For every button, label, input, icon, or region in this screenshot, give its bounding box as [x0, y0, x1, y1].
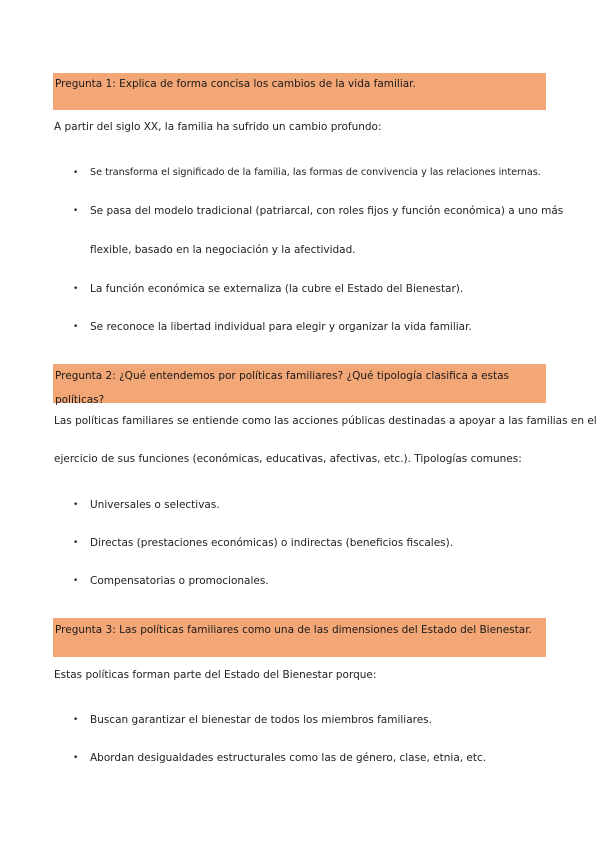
- question-1-intro: A partir del siglo XX, la familia ha sufrido un cambio profundo:: [54, 121, 382, 133]
- bullet-icon: •: [73, 168, 79, 178]
- bullet-icon: •: [73, 206, 79, 216]
- bullet-icon: •: [73, 284, 79, 294]
- question-1-item-4: Se reconoce la libertad individual para elegir y organizar la vida familiar.: [90, 321, 472, 333]
- bullet-icon: •: [73, 538, 79, 548]
- question-1-heading: [53, 73, 546, 110]
- question-2-intro-line-1: [54, 415, 597, 427]
- bullet-icon: •: [73, 715, 79, 725]
- question-2-intro-line-1-text: Las políticas familiares se entiende como las acciones públicas destinadas a apoyar a las familias en el: [54, 415, 597, 427]
- question-3-heading: [53, 618, 546, 657]
- bullet-icon: •: [73, 576, 79, 586]
- bullet-icon: •: [73, 322, 79, 332]
- question-3-heading-text: Pregunta 3: Las políticas familiares como una de las dimensiones del Estado del Bienestar.: [55, 624, 532, 636]
- bullet-icon: •: [73, 753, 79, 763]
- question-2-item-1: Universales o selectivas.: [90, 499, 220, 511]
- question-2-item-3: Compensatorias o promocionales.: [90, 575, 269, 587]
- question-2-heading-text: Pregunta 2: ¿Qué entendemos por políticas familiares? ¿Qué tipología clasifica a estas políticas?: [55, 370, 510, 406]
- question-1-heading-text: Pregunta 1: Explica de forma concisa los cambios de la vida familiar.: [55, 78, 416, 90]
- question-1-item-1: Se transforma el significado de la familia, las formas de convivencia y las relaciones internas.: [90, 167, 541, 178]
- question-1-item-3: La función económica se externaliza (la cubre el Estado del Bienestar).: [90, 283, 464, 295]
- question-2-item-2: Directas (prestaciones económicas) o indirectas (beneficios fiscales).: [90, 537, 454, 549]
- question-1-item-2-continued: flexible, basado en la negociación y la afectividad.: [90, 244, 356, 256]
- question-1-item-2: Se pasa del modelo tradicional (patriarcal, con roles fijos y función económica) a uno más: [90, 205, 564, 217]
- question-3-item-1: Buscan garantizar el bienestar de todos los miembros familiares.: [90, 714, 432, 726]
- question-2-intro-line-2: ejercicio de sus funciones (económicas, educativas, afectivas, etc.). Tipologías comunes:: [54, 453, 522, 465]
- question-2-heading: [53, 364, 546, 406]
- bullet-icon: •: [73, 500, 79, 510]
- question-3-intro: Estas políticas forman parte del Estado del Bienestar porque:: [54, 669, 377, 681]
- question-3-item-2: Abordan desigualdades estructurales como las de género, clase, etnia, etc.: [90, 752, 487, 764]
